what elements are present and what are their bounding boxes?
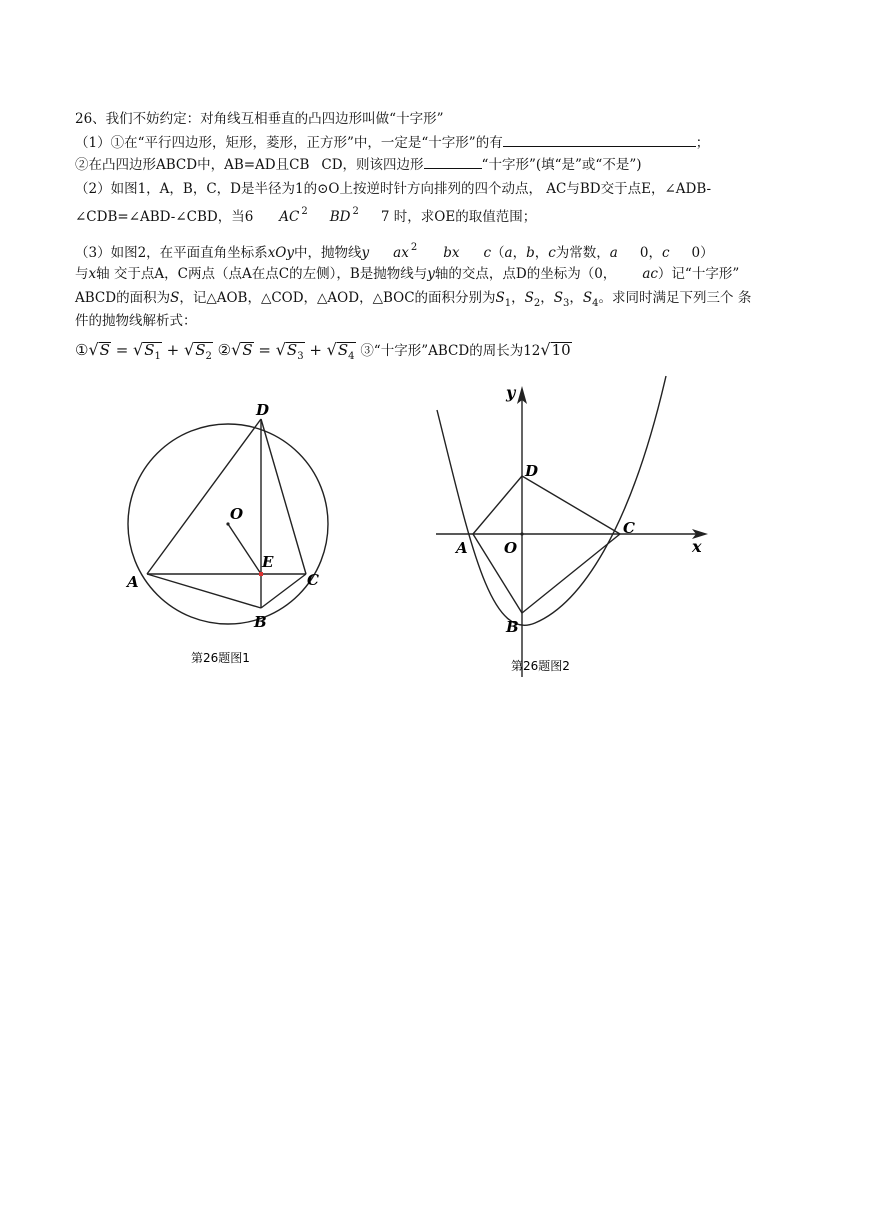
- segment-dc-2: [522, 476, 620, 534]
- sqrt-s-1: S: [99, 341, 110, 359]
- label-o: O: [230, 505, 244, 523]
- cond-1-marker: ①: [75, 341, 89, 359]
- sqrt-s1-index: 1: [154, 351, 161, 362]
- part3-line4: 件的抛物线解析式：: [75, 313, 197, 329]
- cond-3-text: ③“十字形”ABCD的周长为12: [360, 343, 541, 359]
- label-o-2: O: [504, 539, 518, 557]
- part1-end: ；: [695, 135, 710, 151]
- label-a-2: A: [456, 539, 468, 557]
- xoy-symbol: xOy: [267, 245, 294, 261]
- s1-symbol: S: [495, 290, 505, 306]
- label-c-2: C: [623, 519, 635, 537]
- segment-ab: [147, 574, 261, 608]
- ax-exponent: 2: [410, 242, 418, 253]
- label-b: B: [254, 613, 267, 631]
- sqrt-s1: S: [144, 341, 155, 359]
- cond-2-marker: ②: [217, 341, 232, 359]
- comma-1: ，: [512, 245, 527, 261]
- part3-line2-c: 轴的交点，点D的坐标为（0，: [434, 266, 617, 282]
- segment-bc: [261, 574, 306, 608]
- sqrt-s3-index: 3: [297, 351, 304, 362]
- sqrt-s4: S: [337, 341, 349, 359]
- part3-line3: ABCD的面积为S，记△AOB，△COD，△AOD，△BOC的面积分别为$S_1$，$S_2$，$S_3$，$S_4$。求同时满足下列三个 条: [75, 290, 752, 309]
- label-d: D: [256, 401, 270, 419]
- label-d-2: D: [525, 462, 539, 480]
- sqrt-s-2: S: [242, 341, 253, 359]
- part3-line2-d: ）记“十字形”: [657, 266, 740, 282]
- sqrt-s2: S: [195, 341, 206, 359]
- part1b-suffix: “十字形”(填“是”或“不是”): [481, 157, 642, 173]
- x-symbol: x: [88, 266, 97, 282]
- s-symbol: S: [170, 290, 180, 306]
- a-symbol: a: [504, 245, 513, 261]
- part3-line1: [75, 244, 714, 264]
- part3-line2: [75, 265, 739, 283]
- zero-2: 0）: [691, 245, 714, 261]
- answer-blank-2[interactable]: [424, 154, 482, 169]
- s1-index: 1: [504, 298, 512, 309]
- part1b-line: [75, 154, 642, 174]
- sqrt-s4-index: 4: [348, 351, 355, 362]
- ac-exponent: 2: [301, 206, 308, 217]
- question-title: 26、我们不妨约定：对角线互相垂直的凸四边形叫做“十字形”: [75, 111, 444, 127]
- point-e-marker: [259, 572, 263, 576]
- c-symbol: c: [483, 245, 492, 261]
- segment-ad: [147, 419, 261, 574]
- ac-symbol: AC: [279, 209, 300, 225]
- s3-symbol: S: [553, 290, 564, 306]
- constants-text: 为常数，: [555, 245, 610, 261]
- c-symbol-3: c: [661, 245, 670, 261]
- label-a: A: [127, 573, 139, 591]
- segment-cd: [261, 419, 306, 574]
- y-symbol-2: y: [427, 266, 435, 282]
- segment-bc-2: [522, 534, 620, 613]
- part2-line1: （2）如图1，A，B，C，D是半径为1的⊙O上按逆时针方向排列的四个动点， AC与BD交于点E，∠ADB-: [75, 181, 712, 197]
- b-symbol: b: [526, 245, 535, 261]
- part3-line3-c: 。求同时满足下列三个 条: [598, 290, 752, 306]
- conditions-line: ①√S = $√S_1 + √S_2$ ②√S = $√S_3 + √S_4$ ③“十字形”ABCD的周长为12√10: [75, 340, 571, 362]
- bd-symbol: BD: [329, 209, 351, 225]
- s3-index: 3: [563, 298, 570, 309]
- origin-point: [520, 532, 523, 535]
- part3-line3-b: ，记△AOB，△COD，△AOD，△BOC的面积分别为: [179, 290, 496, 306]
- label-e: E: [262, 553, 274, 571]
- paren-open: （: [491, 245, 505, 261]
- comma-2: ，: [534, 245, 549, 261]
- figure-1-caption: 第26题图1: [191, 651, 250, 665]
- segment-ad-2: [473, 476, 522, 534]
- s2-symbol: S: [524, 290, 534, 306]
- sqrt-s3: S: [286, 341, 298, 359]
- figure-1: [110, 395, 370, 680]
- part3-text-b: 中，抛物线: [294, 245, 362, 261]
- s4-symbol: S: [582, 290, 593, 306]
- part1b-cd: CD，则该四边形: [321, 157, 424, 173]
- label-x: x: [692, 537, 702, 556]
- part1-line: [75, 132, 709, 152]
- s4-index: 4: [592, 298, 599, 309]
- part3-text-a: （3）如图2，在平面直角坐标系: [75, 245, 268, 261]
- c-symbol-2: c: [548, 245, 556, 261]
- bd-exponent: 2: [352, 206, 359, 217]
- part3-line2-b: 轴 交于点A，C两点（点A在点C的左侧），B是抛物线与: [96, 266, 428, 282]
- label-c: C: [307, 571, 319, 589]
- part3-line3-a: ABCD的面积为: [75, 290, 171, 306]
- ac-product: ac: [642, 266, 658, 282]
- s2-index: 2: [533, 298, 541, 309]
- answer-blank-1[interactable]: [503, 132, 696, 147]
- figure-2: [430, 372, 720, 684]
- label-b-2: B: [506, 618, 519, 636]
- zero-1: 0，: [639, 245, 662, 261]
- bx-symbol: bx: [443, 245, 460, 261]
- segment-oe: [228, 524, 261, 574]
- part3-line2-a: 与: [75, 266, 89, 282]
- sqrt-s2-index: 2: [205, 351, 212, 362]
- ax-symbol: ax: [393, 245, 409, 261]
- part1-prompt: （1）①在“平行四边形，矩形，菱形，正方形”中，一定是“十字形”的有: [75, 135, 503, 151]
- figure-2-caption: 第26题图2: [511, 659, 570, 673]
- parabola: [437, 376, 666, 625]
- y-symbol: y: [361, 245, 370, 261]
- sqrt-ten: 10: [551, 341, 571, 359]
- part1b-prompt: ②在凸四边形ABCD中，AB=AD且CB: [75, 157, 310, 173]
- part2-text-b: 7 时，求OE的取值范围；: [380, 209, 537, 225]
- part2-line2: [75, 208, 536, 228]
- label-y: y: [506, 383, 516, 402]
- part2-text-a: ∠CDB=∠ABD-∠CBD，当6: [75, 209, 254, 225]
- a-symbol-2: a: [609, 245, 618, 261]
